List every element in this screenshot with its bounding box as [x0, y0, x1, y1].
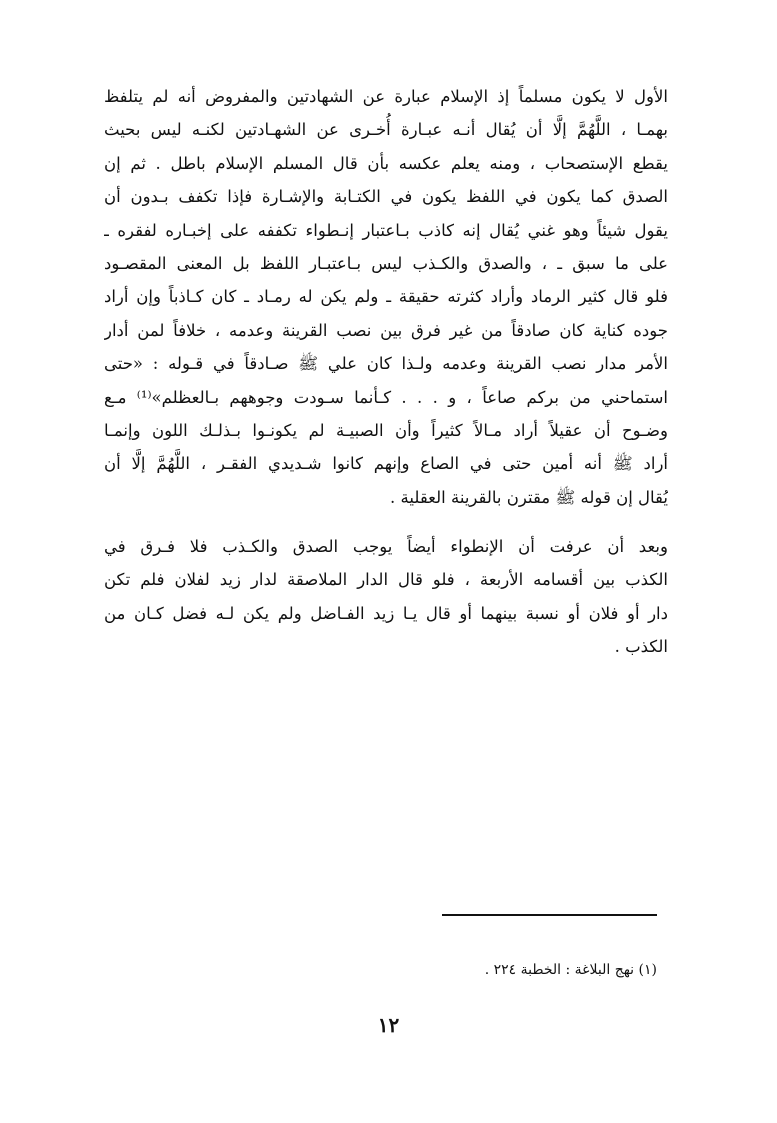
text-line: يقول شيئاً وهو غني يُقال إنه كاذب بـاعتبار إنـطواء تكففه على إخبـاره لفقره ـ	[104, 220, 668, 240]
text-line: وبعد أن عرفت أن الإنطواء أيضاً يوجب الصدق والكـذب فلا فـرق في	[104, 537, 668, 556]
text-line: الكذب بين أقسامه الأربعة ، فلو قال الدار الملاصقة لدار زيد لفلان فلم تكن	[104, 570, 668, 590]
text-line: وضـوح أن عقيلاً أراد مـالاً كثيراً وأن الصبيـة لم يكونـوا بـذلـك اللون وإنمـا	[104, 421, 668, 441]
text-line: جوده كناية كان صادقاً من غير فرق بين نصب القرينة وعدمه ، خلافاً لمن أدار	[104, 320, 668, 340]
page-number: ١٢	[377, 1013, 400, 1037]
text-line: الصدق كما يكون في اللفظ يكون في الكتـابة والإشـارة فإذا تكفف بـدون أن	[104, 187, 668, 207]
main-paragraph-2	[104, 530, 668, 664]
text-line: على ما سبق ـ ، والصدق والكـذب ليس بـاعتبـار اللفظ بل المعنى المقصـود	[104, 254, 668, 274]
text-line: يُقال إن قوله ﷺ مقترن بالقرينة العقلية .	[390, 487, 668, 507]
text-line: بهمـا ، اللَّهُمَّ إلَّا أن يُقال أنـه عبـارة أُخـرى عن الشهـادتين لكنـه ليس بحيث	[104, 120, 668, 140]
text-line: دار أو فلان أو نسبة بينهما أو قال يـا زيد الفـاضل ولم يكن لـه فضل كـان من	[104, 603, 668, 623]
text-line: الأول لا يكون مسلماً إذ الإسلام عبارة عن الشهادتين والمفروض أنه لم يتلفظ	[104, 87, 668, 106]
text-line: فلو قال كثير الرماد وأراد كثرته حقيقة ـ ولم يكن له رمـاد ـ كان كـاذباً وإن أراد	[104, 287, 668, 307]
main-paragraph-1	[104, 80, 668, 514]
text-line: يقطع الإستصحاب ، ومنه يعلم عكسه بأن قال المسلم الإسلام باطل . ثم إن	[104, 153, 668, 173]
text-line: استماحني من بركم صاعاً ، و . . . كـأنما سـودت وجوههم بـالعظلم»⁽¹⁾ مـع	[104, 387, 668, 407]
footnote-divider	[442, 914, 657, 916]
text-line: الأمر مدار نصب القرينة وعدمه ولـذا كان علي ﷺ صـادقاً في قـوله : «حتى	[104, 354, 668, 374]
text-line: أراد ﷺ أنه أمين حتى في الصاع وإنهم كانوا شـديدي الفقـر ، اللَّهُمَّ إلَّا أن	[104, 454, 668, 474]
footnote: (١) نهج البلاغة : الخطبة ٢٢٤ .	[484, 962, 657, 978]
text-line: الكذب .	[614, 637, 668, 657]
